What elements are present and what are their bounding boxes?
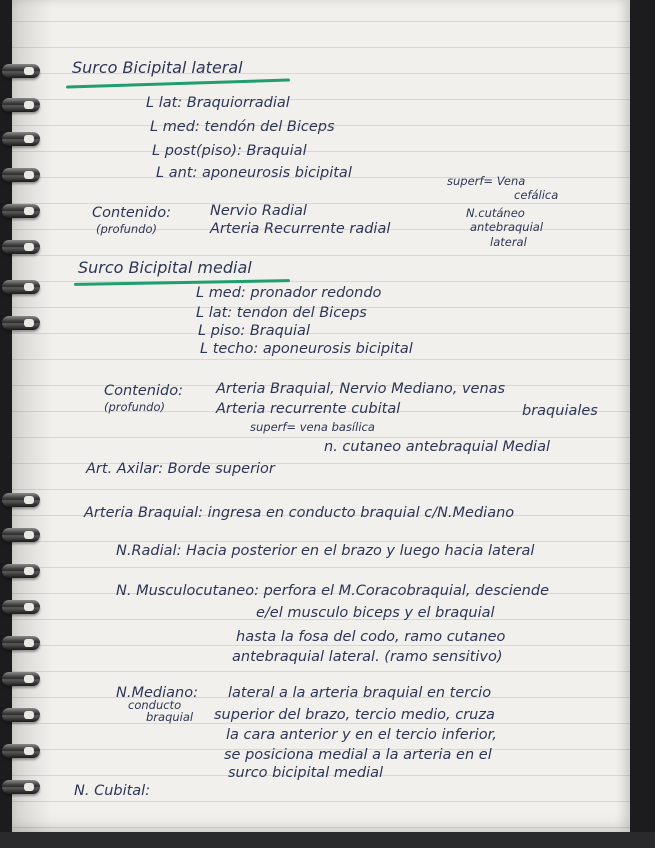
lateral-profundo-label: (profundo) xyxy=(96,222,157,236)
medial-border-piso: L piso: Braquial xyxy=(198,323,310,339)
lateral-superf-5: lateral xyxy=(490,235,527,249)
spiral-ring xyxy=(2,280,40,294)
lateral-border-med: L med: tendón del Biceps xyxy=(150,119,335,135)
n-musculocutaneo-line-1: N. Musculocutaneo: perfora el M.Coracobraquial, desciende xyxy=(116,583,549,599)
lateral-contenido-label: Contenido: xyxy=(92,205,171,221)
spiral-ring xyxy=(2,564,40,578)
n-mediano-sub-braquial: braquial xyxy=(146,710,194,724)
n-cubital-line: N. Cubital: xyxy=(74,783,151,799)
art-axilar-line: Art. Axilar: Borde superior xyxy=(86,461,275,477)
lateral-border-lat: L lat: Braquiorradial xyxy=(146,95,290,111)
lateral-superf-2: cefálica xyxy=(514,188,559,202)
n-mediano-line-1: lateral a la arteria braquial en tercio xyxy=(228,685,492,701)
medial-border-lat: L lat: tendon del Biceps xyxy=(196,305,367,321)
medial-contenido-5: n. cutaneo antebraquial Medial xyxy=(324,439,550,455)
n-musculocutaneo-line-3: hasta la fosa del codo, ramo cutaneo xyxy=(236,629,506,645)
medial-contenido-3: Arteria recurrente cubital xyxy=(216,401,401,417)
lateral-superf-4: antebraquial xyxy=(470,220,544,234)
medial-border-techo: L techo: aponeurosis bicipital xyxy=(200,341,413,357)
n-radial-line: N.Radial: Hacia posterior en el brazo y luego hacia lateral xyxy=(116,543,535,559)
spiral-ring xyxy=(2,204,40,218)
lateral-contenido-2: Arteria Recurrente radial xyxy=(210,221,391,237)
medial-contenido-1: Arteria Braquial, Nervio Mediano, venas xyxy=(216,381,506,397)
lateral-superf-3: N.cutáneo xyxy=(466,206,525,220)
spiral-ring xyxy=(2,528,40,542)
spiral-ring xyxy=(2,600,40,614)
medial-contenido-2: braquiales xyxy=(522,403,598,419)
medial-contenido-label: Contenido: xyxy=(104,383,183,399)
n-mediano-line-4: se posiciona medial a la arteria en el xyxy=(224,747,492,763)
desk-background xyxy=(0,832,655,848)
spiral-ring xyxy=(2,493,40,507)
spiral-ring xyxy=(2,98,40,112)
spiral-ring xyxy=(2,708,40,722)
spiral-ring xyxy=(2,672,40,686)
spiral-ring xyxy=(2,132,40,146)
lateral-border-post: L post(piso): Braquial xyxy=(152,143,307,159)
lateral-contenido-1: Nervio Radial xyxy=(210,203,307,219)
heading-surco-lateral: Surco Bicipital lateral xyxy=(72,58,243,77)
n-mediano-line-5: surco bicipital medial xyxy=(228,765,384,781)
spiral-ring xyxy=(2,780,40,794)
n-musculocutaneo-line-4: antebraquial lateral. (ramo sensitivo) xyxy=(232,649,503,665)
spiral-ring xyxy=(2,240,40,254)
spiral-ring xyxy=(2,744,40,758)
lateral-superf-1: superf= Vena xyxy=(447,174,526,188)
lateral-border-ant: L ant: aponeurosis bicipital xyxy=(156,165,352,181)
arteria-braquial-line: Arteria Braquial: ingresa en conducto braquial c/N.Mediano xyxy=(84,505,515,521)
n-musculocutaneo-line-2: e/el musculo biceps y el braquial xyxy=(256,605,495,621)
medial-profundo-label: (profundo) xyxy=(104,400,165,414)
medial-contenido-4: superf= vena basílica xyxy=(250,420,375,434)
n-mediano-sub-conducto: conducto xyxy=(128,698,182,712)
spiral-ring xyxy=(2,636,40,650)
spiral-ring xyxy=(2,64,40,78)
medial-border-med: L med: pronador redondo xyxy=(196,285,382,301)
spiral-ring xyxy=(2,316,40,330)
n-mediano-line-3: la cara anterior y en el tercio inferior, xyxy=(226,727,497,743)
heading-surco-medial: Surco Bicipital medial xyxy=(78,258,252,277)
spiral-ring xyxy=(2,168,40,182)
n-mediano-label: N.Mediano: xyxy=(116,685,198,701)
n-mediano-line-2: superior del brazo, tercio medio, cruza xyxy=(214,707,495,723)
